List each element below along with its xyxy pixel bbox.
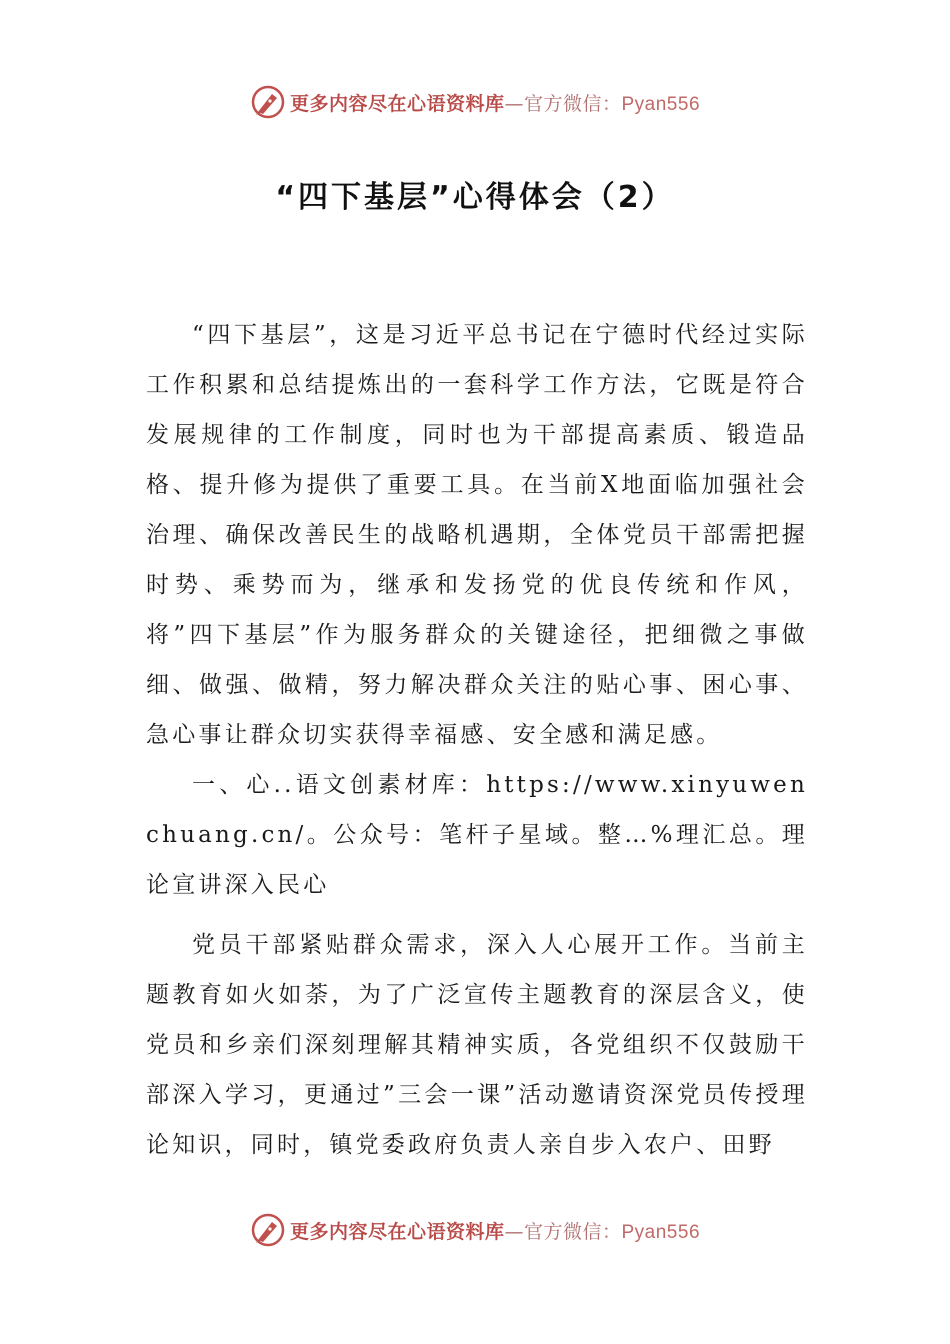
paragraph-section-1: 党员干部紧贴群众需求，深入人心展开工作。当前主题教育如火如荼，为了广泛宣传主题教育的深层含义，使党员和乡亲们深刻理解其精神实质，各党组织不仅鼓励干部深入学习，更通过”三会一课”活动邀请资深党员传授理论知识，同时，镇党委政府负责人亲自步入农户、田野 — [146, 932, 808, 1158]
document-body — [146, 310, 808, 1170]
banner-wechat-label: 官方微信： — [523, 92, 622, 115]
pen-nib-logo-icon — [250, 1212, 286, 1248]
banner-text — [290, 89, 700, 116]
section-heading-1: 一、心..语文创素材库：https://www.xinyuwenchuang.cn/。公众号：笔杆子星域。整…%理汇总。理论宣讲深入民心 — [146, 772, 808, 898]
footer-dash: — — [504, 1220, 524, 1243]
banner-wechat-id: Pyan556 — [621, 93, 701, 115]
document-title: “四下基层”心得体会（2） — [275, 180, 675, 215]
paragraph-intro: “四下基层”，这是习近平总书记在宁德时代经过实际工作积累和总结提炼出的一套科学工作方法，它既是符合发展规律的工作制度，同时也为干部提高素质、锻造品格、提升修为提供了重要工具。在当前X地面临加强社会治理、确保改善民生的战略机遇期，全体党员干部需把握时势、乘势而为，继承和发扬党的优良传统和作风，将”四下基层”作为服务群众的关键途径，把细微之事做细、做强、做精，努力解决群众关注的贴心事、困心事、急心事让群众切实获得幸福感、安全感和满足感。 — [146, 322, 808, 748]
footer-wechat-label: 官方微信： — [523, 1220, 622, 1243]
banner-site-text: 更多内容尽在心语资料库 — [289, 92, 505, 115]
footer-banner — [0, 1208, 950, 1252]
footer-site-text: 更多内容尽在心语资料库 — [289, 1220, 505, 1243]
header-banner — [0, 80, 950, 124]
footer-wechat-id: Pyan556 — [621, 1221, 701, 1243]
banner-dash: — — [504, 92, 524, 115]
footer-banner-text — [290, 1217, 700, 1244]
pen-nib-logo-icon — [250, 84, 286, 120]
